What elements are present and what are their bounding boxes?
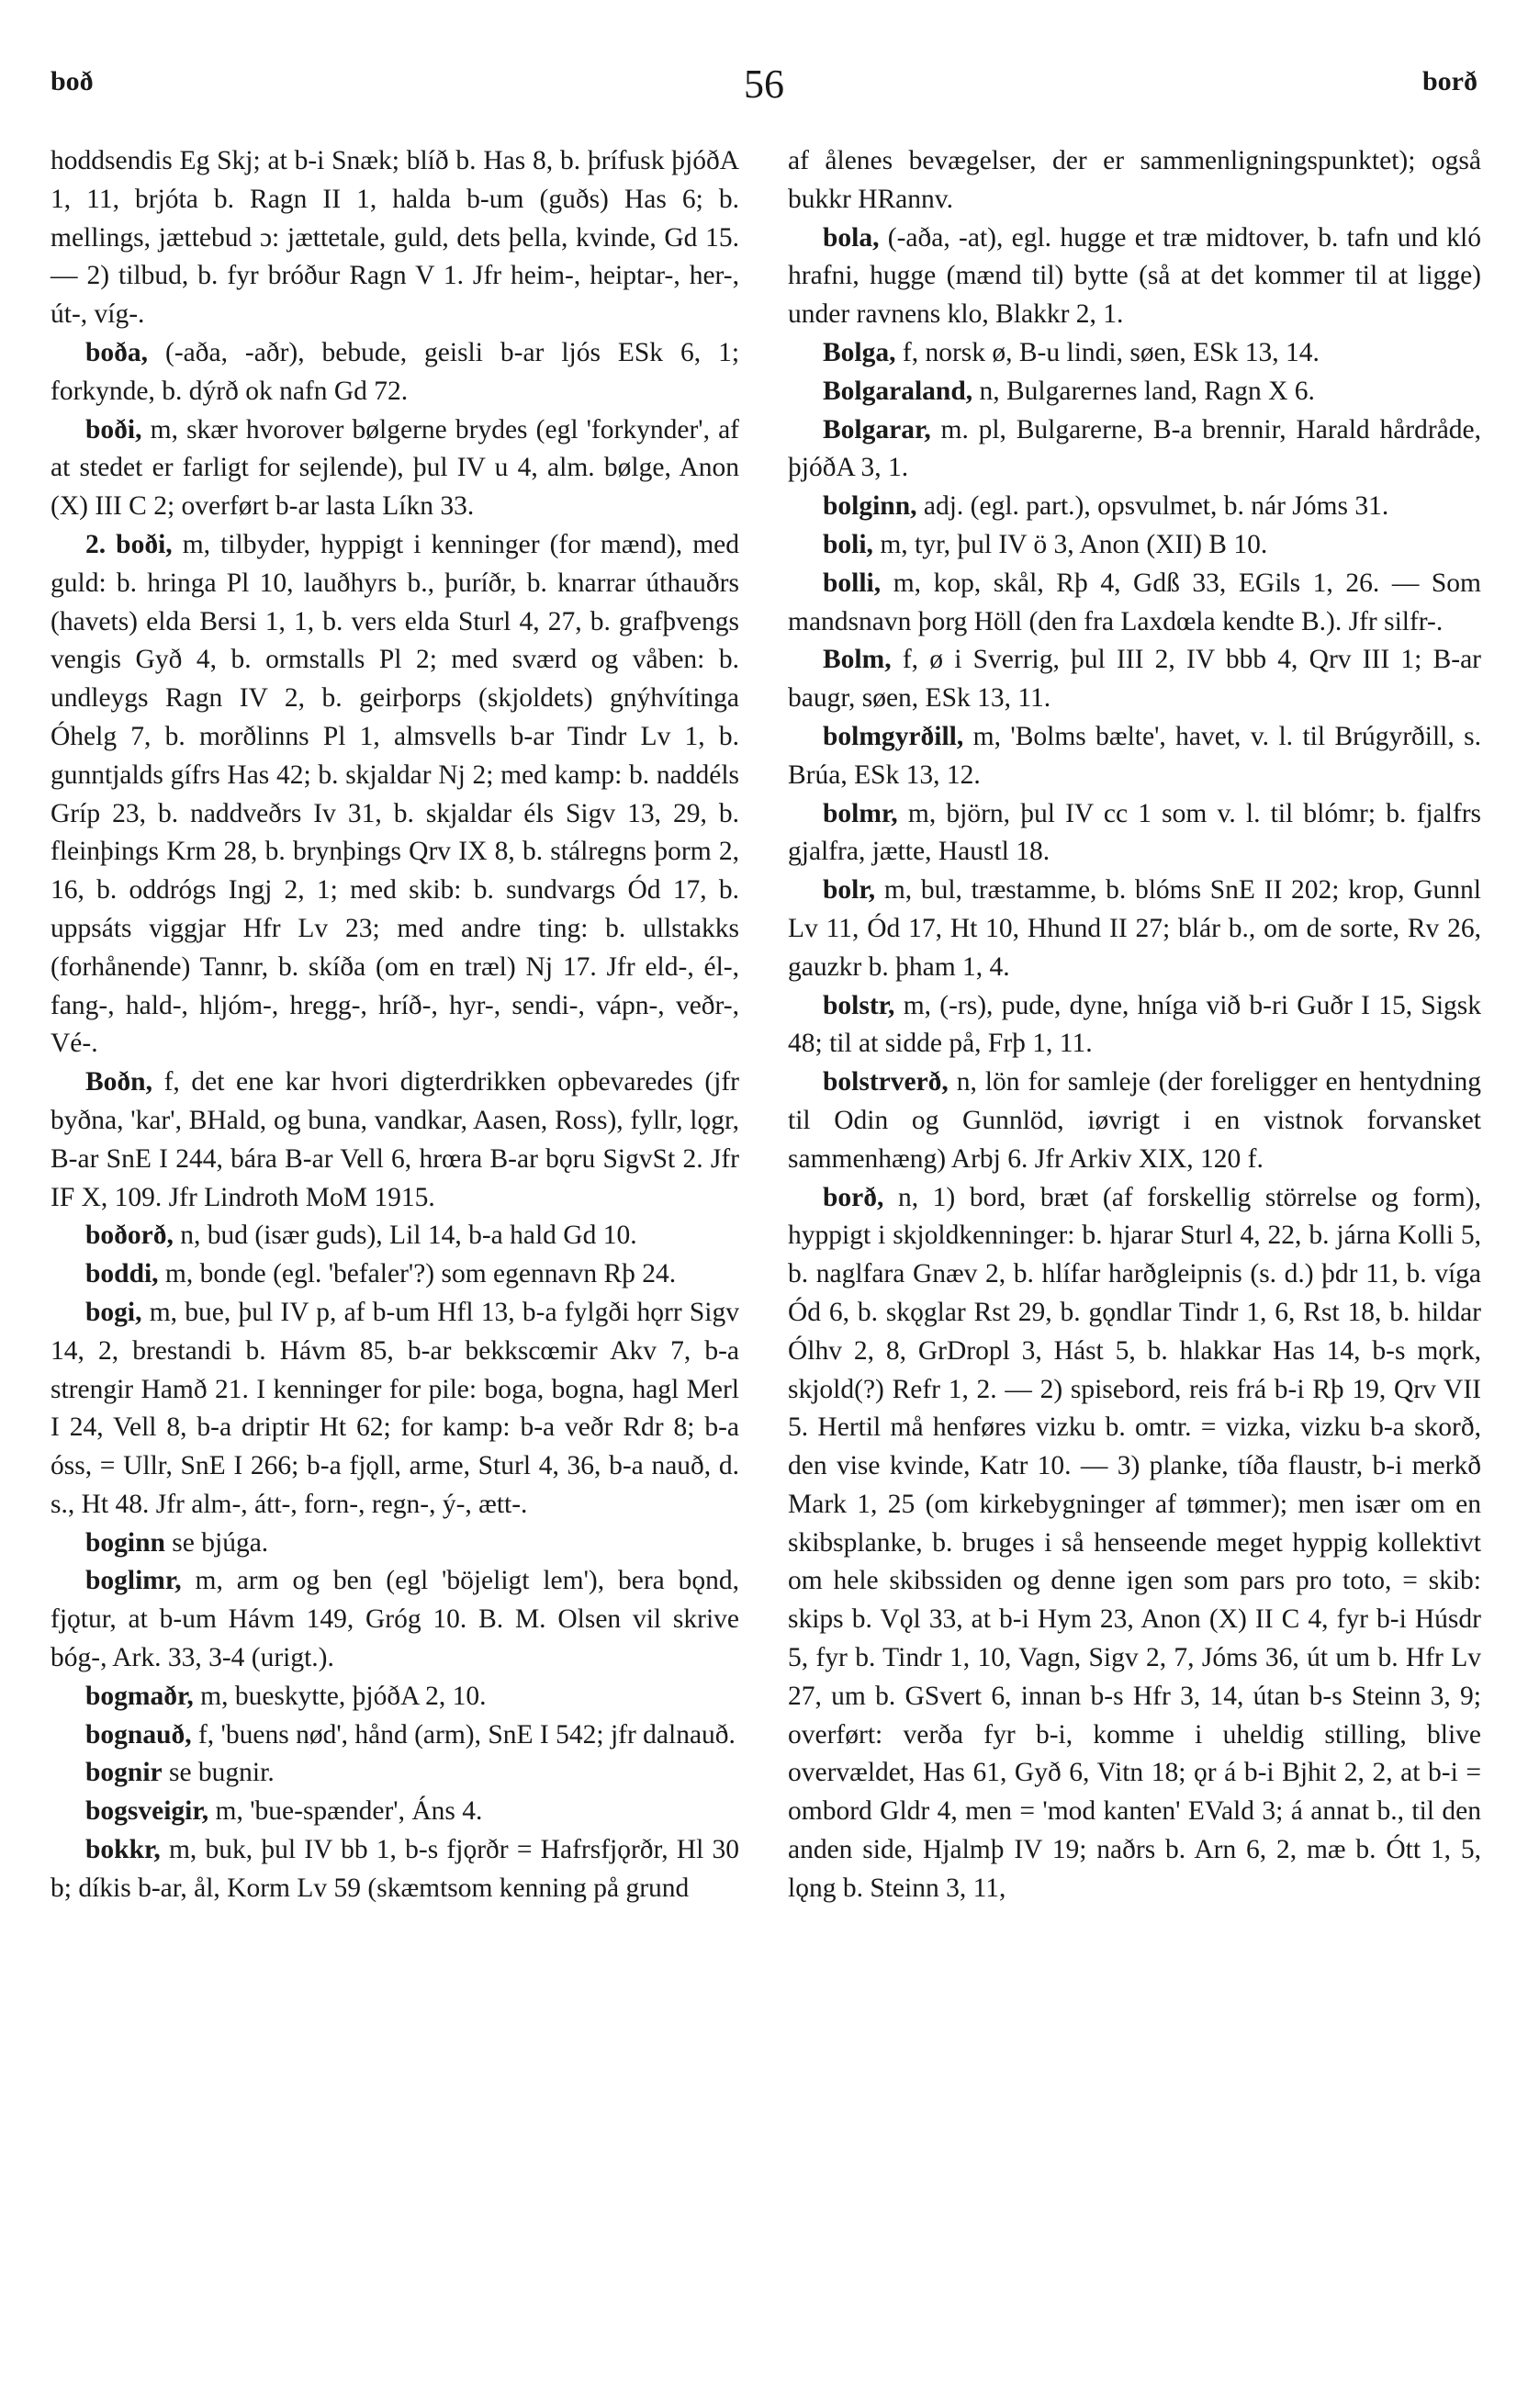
- page-header: [0, 62, 1528, 121]
- headword: bolstr,: [823, 990, 895, 1020]
- headword: Bolga,: [823, 337, 896, 367]
- right-column: [788, 142, 1481, 1908]
- entry-text: m, 'Bolms bælte', havet, v. l. til Brúgyrðill, s. Brúa, ESk 13, 12.: [788, 721, 1482, 790]
- entry-text: m, skær hvorover bølgerne brydes (egl 'forkynder', af at stedet er farligt for sejlende), þul IV u 4, alm. bølge, Anon (X) III C 2; overført b-ar lasta Líkn 33.: [51, 414, 740, 522]
- dictionary-entry: [788, 334, 1481, 373]
- dictionary-entry: [788, 526, 1481, 565]
- entry-text: n, bud (især guds), Lil 14, b-a hald Gd 10.: [180, 1221, 637, 1251]
- entry-text: m, kop, skål, Rþ 4, Gdß 33, EGils 1, 26. — Som mandsnavn þorg Höll (den fra Laxdœla kendte B.). Jfr silfr-.: [788, 568, 1482, 636]
- entry-text: af ålenes bevægelser, der er sammenligningspunktet); også bukkr HRannv.: [788, 146, 1481, 214]
- entry-text: m, 'bue-spænder', Áns 4.: [215, 1796, 483, 1827]
- dictionary-entry: [788, 987, 1481, 1064]
- dictionary-entry: [51, 1562, 739, 1677]
- headword: Bolgarar,: [823, 414, 931, 444]
- entry-text: m, buk, þul IV bb 1, b-s fjǫrðr = Hafrsfjǫrðr, Hl 30 b; díkis b-ar, ål, Korm Lv 59 (skæmtsom kenning på grund: [51, 1835, 740, 1903]
- entry-text: m, bue, þul IV p, af b-um Hfl 13, b-a fylgði hǫrr Sigv 14, 2, brestandi b. Hávm 85, b-ar bekkscœmir Akv 7, b-a strengir Hamð 21. I kenninger for pile: boga, bogna, hagl Merl I 24, Vell 8, b-a driptir Ht 62; for kamp: b-a veðr Rdr 8; b-a óss, = Ullr, SnE I 266; b-a fjǫll, arme, Sturl 4, 36, b-a nauð, d. s., Ht 48. Jfr alm-, átt-, forn-, regn-, ý-, ætt-.: [51, 1297, 739, 1519]
- dictionary-entry: [788, 488, 1481, 526]
- dictionary-entry: [788, 565, 1481, 642]
- dictionary-entry: [51, 1678, 739, 1716]
- entry-text: f, norsk ø, B-u lindi, søen, ESk 13, 14.: [902, 337, 1320, 367]
- headword: boginn: [85, 1527, 165, 1558]
- headword: bolginn,: [823, 491, 917, 522]
- dictionary-entry: [788, 872, 1481, 986]
- headword: boglimr,: [85, 1566, 182, 1596]
- dictionary-entry: [788, 373, 1481, 411]
- entry-text: m, arm og ben (egl 'böjeligt lem'), bera bǫnd, fjǫtur, at b-um Hávm 149, Gróg 10. B. M. Olsen vil skrive bóg-, Ark. 33, 3-4 (urigt.).: [51, 1566, 739, 1673]
- headword: bokkr,: [85, 1835, 161, 1865]
- dictionary-entry: [51, 1255, 739, 1294]
- entry-text: adj. (egl. part.), opsvulmet, b. nár Jóms 31.: [923, 491, 1389, 522]
- dictionary-entry: [51, 1754, 739, 1793]
- header-right-word: borð: [1422, 66, 1477, 96]
- dictionary-entry: [788, 411, 1481, 489]
- dictionary-entry: [788, 1179, 1481, 1908]
- headword: boli,: [823, 529, 873, 559]
- entry-text: n, 1) bord, bræt (af forskellig störrelse og form), hyppigt i skjoldkenninger: b. hjarar Sturl 4, 22, b. járna Kolli 5, b. naglfara Gnæv 2, b. hlífar harðgleipnis (s. d.) þdr 11, b. víga Ód 6, b. skǫglar Rst 29, b. gǫndlar Tindr 1, 6, Rst 18, b. hildar Ólhv 2, 8, GrDropl 3, Hást 5, b. hlakkar Has 14, b-s mǫrk, skjold(?) Refr 1, 2. — 2) spisebord, reis frá b-i Rþ 19, Qrv VII 5. Hertil må henføres vizku b. omtr. = vizka, vizku b-a skorð, den vise kvinde, Katr 10. — 3) planke, tíða flaustr, b-i merkð Mark 1, 25 (om kirkebygninger af tømmer); men især om en skibsplanke, b. bruges i så henseende meget hyppig kollektivt om hele skibssiden og denne igen som pars pro toto, = skib: skips b. Vǫl 33, at b-i Hym 23, Anon (X) II C 4, fyr b-i Húsdr 5, fyr b. Tindr 1, 10, Vagn, Sigv 2, 7, Jóms 36, út um b. Hfr Lv 27, um b. GSvert 6, innan b-s Hfr 3, 14, útan b-s Steinn 3, 9; overført: verða fyr b-i, komme i uheldig stilling, blive overvældet, Has 61, Gyð 6, Vitn 18; ǫr á b-i Bjhit 2, 2, at b-i = ombord Gldr 4, men = 'mod kanten' EVald 3; á annat b., til den anden side, Hjalmþ IV 19; naðrs b. Arn 6, 2, mæ b. Ótt 1, 5, lǫng b. Steinn 3, 11,: [788, 1182, 1482, 1903]
- dictionary-entry: [51, 1793, 739, 1831]
- dictionary-entry: [51, 411, 739, 526]
- dictionary-entry: [51, 142, 739, 334]
- dictionary-entry: [788, 795, 1481, 872]
- headword: borð,: [823, 1182, 884, 1212]
- headword: bolli,: [823, 568, 882, 598]
- entry-text: m, (-rs), pude, dyne, hníga við b-ri Guðr I 15, Sigsk 48; til at sidde på, Frþ 1, 11.: [788, 990, 1481, 1059]
- headword: bolmgyrðill,: [823, 721, 964, 751]
- headword: boddi,: [85, 1259, 159, 1289]
- headword: bolstrverð,: [823, 1067, 949, 1097]
- dictionary-entry: [51, 1294, 739, 1525]
- entry-text: f, ø i Sverrig, þul III 2, IV bbb 4, Qrv III 1; B-ar baugr, søen, ESk 13, 11.: [788, 645, 1482, 714]
- headword: bognauð,: [85, 1719, 192, 1750]
- entry-text: f, det ene kar hvori digterdrikken opbevaredes (jfr byðna, 'kar', BHald, og buna, vandkar, Aasen, Ross), fyllr, lǫgr, B-ar SnE I 244, bára B-ar Vell 6, hrœra B-ar bǫru SigvSt 2. Jfr IF X, 109. Jfr Lindroth MoM 1915.: [51, 1067, 740, 1212]
- headword: boði,: [85, 414, 142, 444]
- dictionary-entry: [51, 1063, 739, 1217]
- entry-text: (-aða, -at), egl. hugge et træ midtover, b. tafn und kló hrafni, hugge (mænd til) bytte (så at det kommer til at ligge) under ravnens klo, Blakkr 2, 1.: [788, 222, 1482, 330]
- entry-text: n, Bulgarernes land, Ragn X 6.: [979, 376, 1315, 406]
- headword: bolmr,: [823, 798, 898, 828]
- header-left-word: boð: [51, 66, 94, 96]
- headword: bogmaðr,: [85, 1681, 194, 1711]
- dictionary-entry: [788, 718, 1481, 795]
- headword: Bolm,: [823, 645, 892, 675]
- dictionary-entry: [51, 526, 739, 1063]
- headword: bola,: [823, 222, 880, 253]
- left-column: [51, 142, 739, 1908]
- dictionary-entry: [788, 1063, 1481, 1178]
- headword: bogi,: [85, 1297, 142, 1327]
- entry-text: m, tilbyder, hyppigt i kenninger (for mænd), med guld: b. hringa Pl 10, lauðhyrs b., þuríðr, b. knarrar úthauðrs (havets) elda Bersi 1, 1, b. vers elda Sturl 4, 27, b. grafþvengs vengis Gyð 4, b. ormstalls Pl 2; med sværd og våben: b. undleygs Ragn IV 2, b. geirþorps (skjoldets) gnýhvítinga Óhelg 7, b. morðlinns Pl 1, almsvells b-ar Tindr Lv 1, b. gunntjalds gífrs Has 42; b. skjaldar Nj 2; med kamp: b. naddéls Gríp 23, b. naddveðrs Iv 31, b. skjaldar éls Sigv 13, 29, b. fleinþings Krm 28, b. brynþings Qrv IX 8, b. stálregns þorm 2, 16, b. oddrógs Ingj 2, 1; med skib: b. sundvargs Ód 17, b. uppsáts viggjar Hfr Lv 23; med andre ting: b. ullstakks (forhånende) Tannr, b. skíða (om en træl) Nj 17. Jfr eld-, él-, fang-, hald-, hljóm-, hregg-, hríð-, hyr-, sendi-, vápn-, veðr-, Vé-.: [51, 529, 740, 1059]
- headword: boða,: [85, 337, 149, 367]
- dictionary-entry: [788, 641, 1481, 718]
- headword: boðorð,: [85, 1221, 174, 1251]
- entry-text: m, bonde (egl. 'befaler'?) som egennavn Rþ 24.: [164, 1259, 677, 1289]
- entry-text: m, tyr, þul IV ö 3, Anon (XII) B 10.: [880, 529, 1268, 559]
- dictionary-entry: [51, 1831, 739, 1908]
- entry-text: m, björn, þul IV cc 1 som v. l. til blómr; b. fjalfrs gjalfra, jætte, Haustl 18.: [788, 798, 1482, 867]
- entry-text: n, lön for samleje (der foreligger en hentydning til Odin og Gunnlöd, iøvrigt i en vistnok forvansket sammenhæng) Arbj 6. Jfr Arkiv XIX, 120 f.: [788, 1067, 1481, 1174]
- dictionary-entry: [51, 1217, 739, 1255]
- dictionary-entry: [51, 1525, 739, 1563]
- headword: bogsveigir,: [85, 1796, 209, 1827]
- entry-text: m, bueskytte, þjóðA 2, 10.: [200, 1681, 487, 1711]
- headword: Boðn,: [85, 1067, 152, 1097]
- entry-text: f, 'buens nød', hånd (arm), SnE I 542; jfr dalnauð.: [197, 1719, 736, 1750]
- entry-text: se bjúga.: [172, 1527, 269, 1558]
- headword: 2. boði,: [85, 529, 173, 559]
- headword: Bolgaraland,: [823, 376, 973, 406]
- entry-text: se bugnir.: [168, 1758, 275, 1788]
- headword: bolr,: [823, 875, 876, 906]
- dictionary-entry: [51, 334, 739, 411]
- page-number: 56: [744, 62, 784, 107]
- dictionary-entry: [788, 219, 1481, 334]
- dictionary-entry: [51, 1716, 739, 1755]
- entry-text: hoddsendis Eg Skj; at b-i Snæk; blíð b. Has 8, b. þrífusk þjóðA 1, 11, brjóta b. Ragn II 1, halda b-um (guðs) Has 6; b. mellings, jættebud ɔ: jættetale, guld, dets þella, kvinde, Gd 15. — 2) tilbud, b. fyr bróður Ragn V 1. Jfr heim-, heiptar-, her-, út-, víg-.: [51, 146, 739, 330]
- headword: bognir: [85, 1758, 163, 1788]
- entry-text: m. pl, Bulgarerne, B-a brennir, Harald hårdråde, þjóðA 3, 1.: [788, 414, 1482, 483]
- entry-text: (-aða, -aðr), bebude, geisli b-ar ljós ESk 6, 1; forkynde, b. dýrð ok nafn Gd 72.: [51, 337, 740, 406]
- entry-text: m, bul, træstamme, b. blóms SnE II 202; krop, Gunnl Lv 11, Ód 17, Ht 10, Hhund II 27; blár b., om de sorte, Rv 26, gauzkr b. þham 1, 4.: [788, 875, 1482, 982]
- dictionary-entry: [788, 142, 1481, 219]
